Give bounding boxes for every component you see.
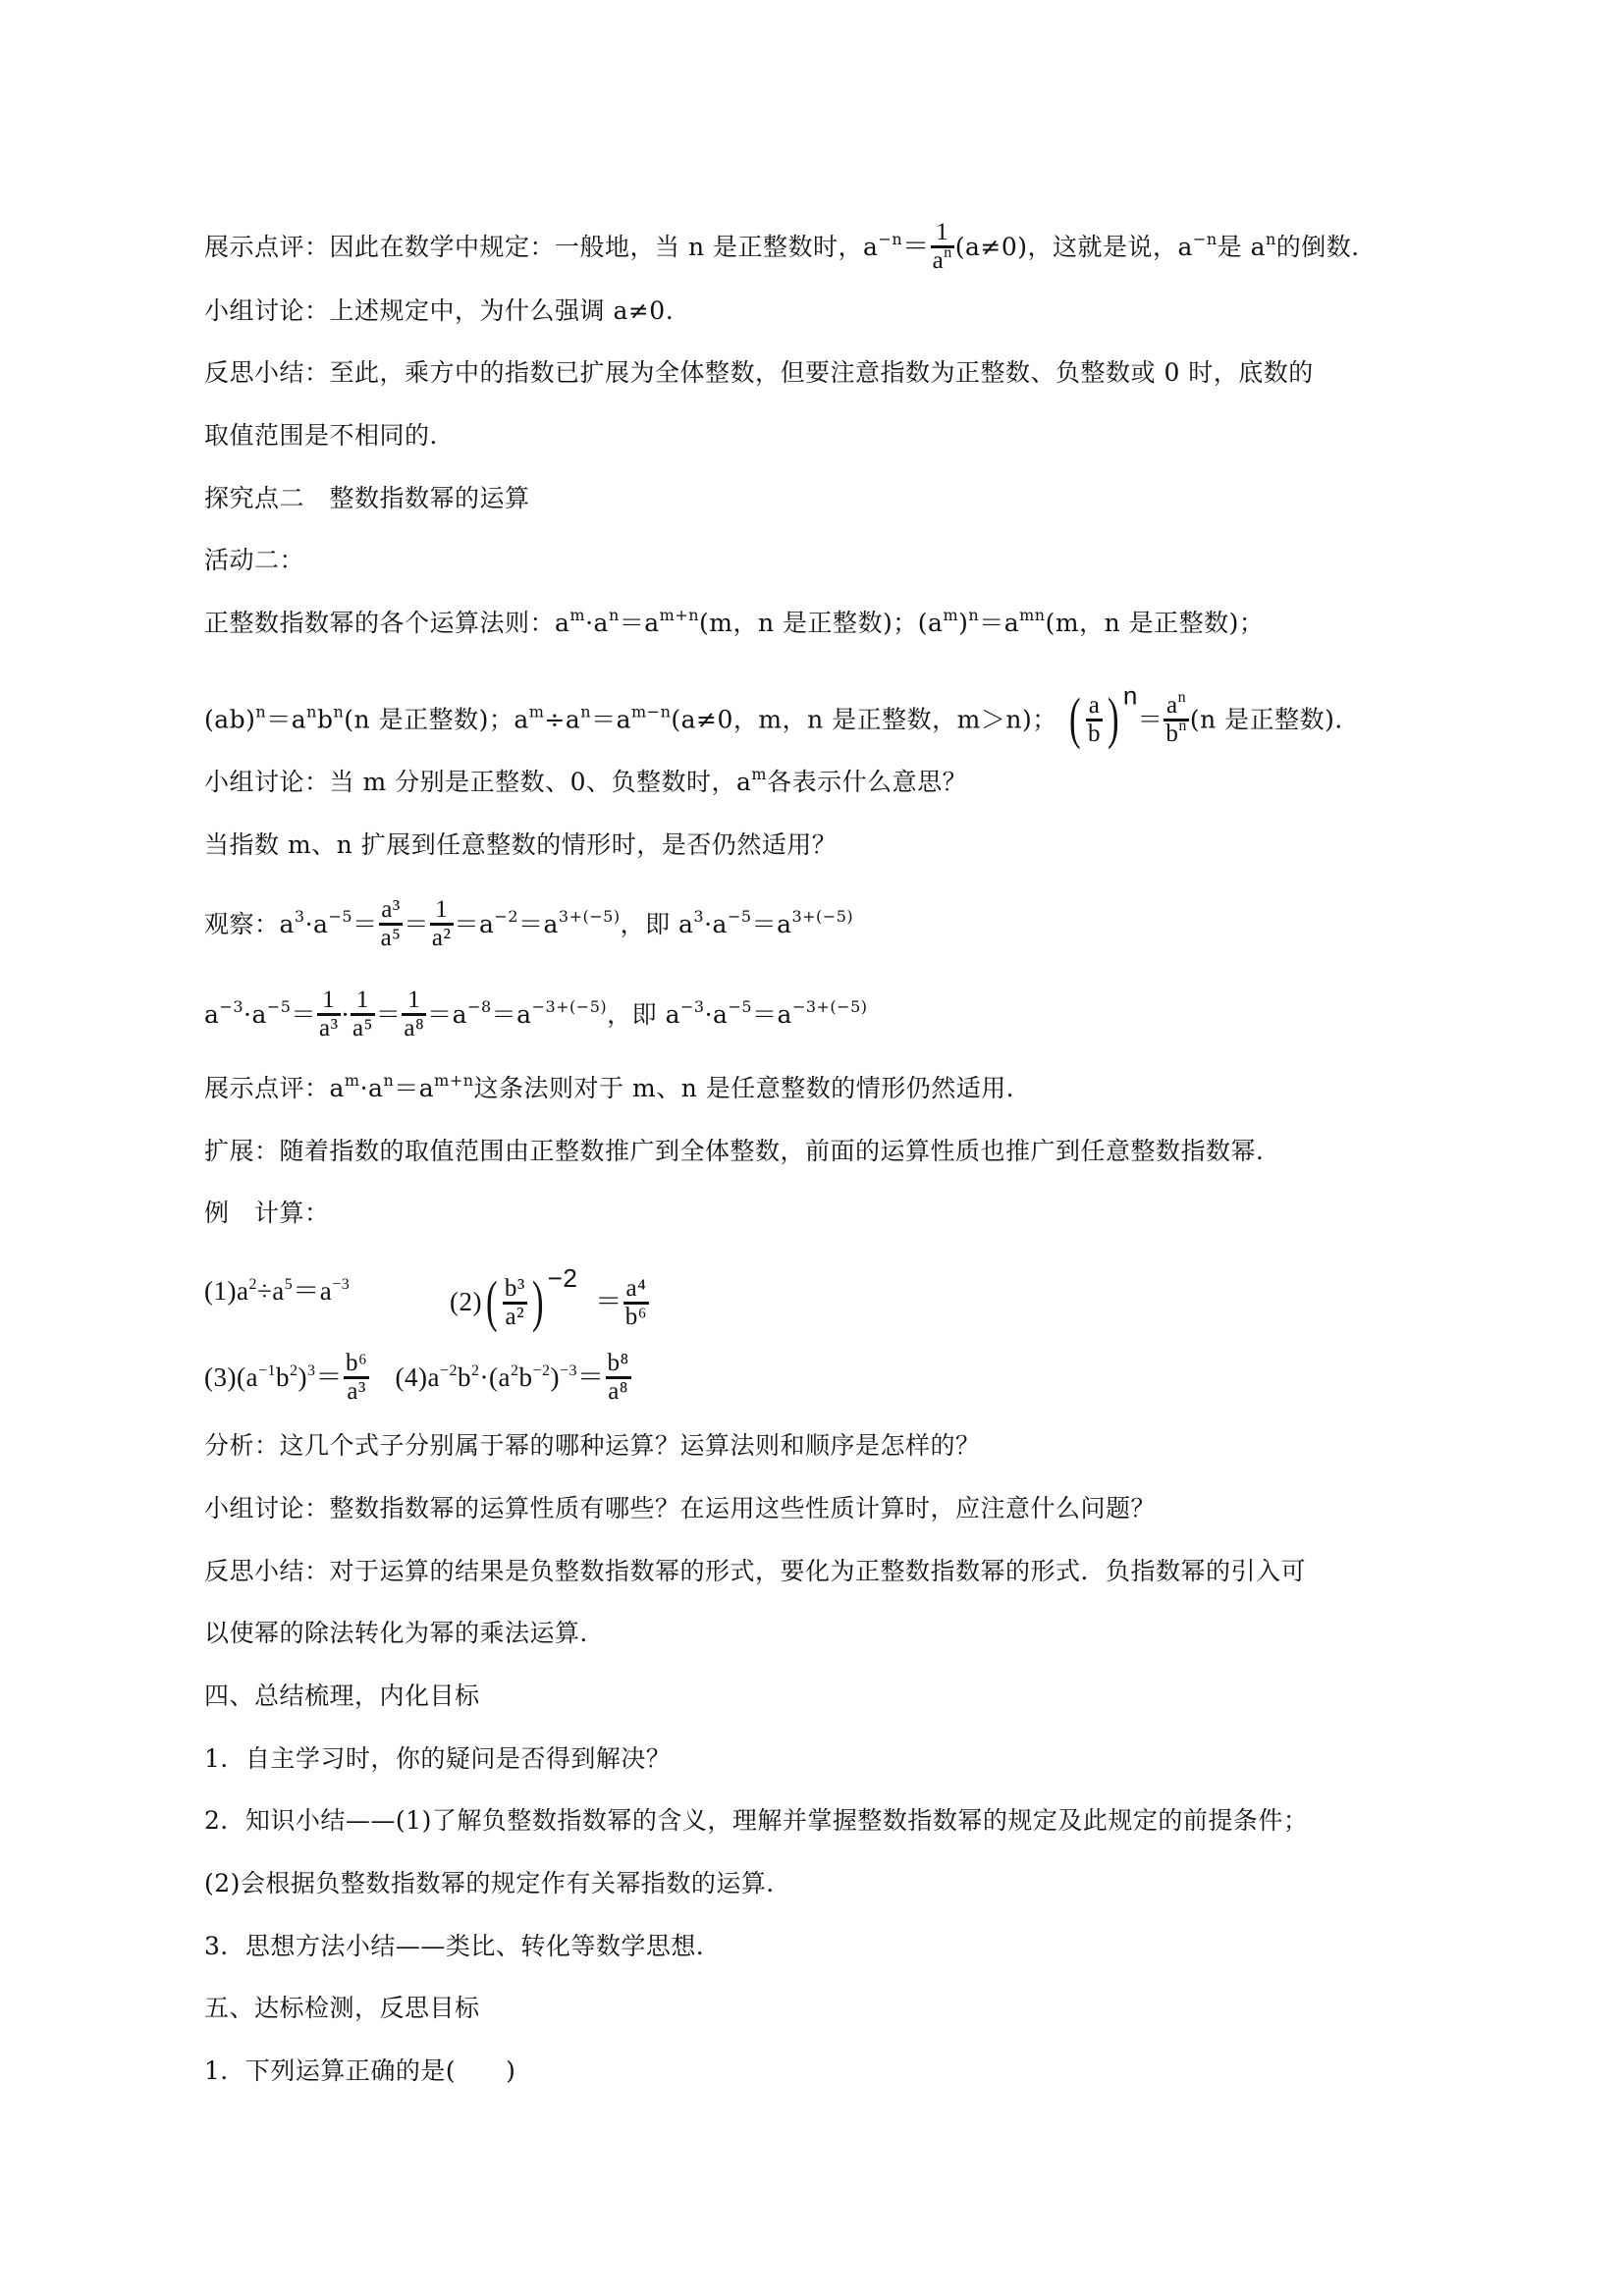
text: ·(a	[479, 1362, 511, 1392]
text: ·a	[244, 1000, 267, 1029]
fraction	[351, 988, 375, 1041]
exponent: m	[943, 606, 959, 624]
question-extension: 当指数 m、n 扩展到任意整数的情形时，是否仍然适用？	[204, 830, 838, 859]
display-comment-2	[204, 1071, 1032, 1103]
exponent: −2	[547, 1263, 578, 1294]
equals: ＝	[375, 1000, 402, 1029]
text: 小组讨论：当 m 分别是正整数、0、负整数时，a	[204, 768, 752, 796]
text: b	[276, 1362, 290, 1392]
text: 展示点评：a	[204, 1074, 345, 1102]
analysis-question: 分析：这几个式子分别属于幂的哪种运算？运算法则和顺序是怎样的？	[204, 1431, 981, 1460]
exponent: n	[306, 702, 317, 721]
fraction	[379, 897, 404, 951]
text: 正整数指数幂的各个运算法则：a	[204, 609, 570, 637]
exponent: 2	[510, 1362, 519, 1379]
exponent: −5	[727, 907, 752, 926]
exponent: m	[344, 1071, 360, 1090]
summary-item-2-cont: (2)会根据负整数指数幂的规定作有关幂指数的运算．	[204, 1869, 791, 1897]
text: (3)(a	[204, 1362, 258, 1392]
exponent: m+n	[434, 1071, 474, 1090]
base: a	[279, 910, 295, 938]
reflection-summary-2: 反思小结：对于运算的结果是负整数指数幂的形式，要化为正整数指数幂的形式．负指数幂的引入可	[204, 1557, 1307, 1585]
exponent: −5	[328, 907, 353, 926]
observation-line-2	[204, 989, 868, 1043]
text: 这条法则对于 m、n 是任意整数的情形仍然适用．	[473, 1074, 1032, 1102]
definition-comment	[204, 219, 1377, 276]
group-discussion-3: 小组讨论：整数指数幂的运算性质有哪些？在运用这些性质计算时，应注意什么问题？	[204, 1494, 1157, 1522]
base: b	[1165, 720, 1179, 747]
text: (m，n 是正整数)；	[1045, 609, 1265, 637]
exponent: −n	[1192, 230, 1218, 248]
numerator: 1	[931, 220, 954, 248]
exponent: −3	[679, 997, 705, 1016]
fraction	[1164, 688, 1189, 747]
exponent: −2	[439, 1362, 458, 1379]
exponent: −2	[494, 907, 518, 926]
exponent: 3+(−5)	[558, 907, 621, 926]
exponent: n	[383, 1071, 395, 1090]
fraction	[503, 1276, 527, 1330]
numerator: 1	[351, 988, 375, 1016]
text: ·a	[704, 910, 728, 938]
numerator: a	[1086, 693, 1103, 721]
exponent: 2	[290, 1362, 298, 1379]
exponent: −3+(−5)	[531, 997, 608, 1016]
text: ＝a	[427, 1000, 468, 1029]
section-heading-assessment: 五、达标检测，反思目标	[204, 1994, 480, 2022]
denominator: a⁵	[380, 925, 402, 951]
exponent: n	[1265, 230, 1276, 248]
equals: ＝	[404, 910, 429, 938]
numerator: a³	[379, 897, 404, 926]
equals: ＝	[315, 1362, 343, 1392]
den-exponent: n	[944, 244, 952, 261]
denominator: b⁶	[624, 1303, 648, 1330]
text: ，即 a	[620, 910, 694, 938]
text: ，即 a	[607, 1000, 680, 1029]
text: ＝a	[619, 609, 660, 637]
text: (ab)	[204, 705, 256, 734]
exponent: 3+(−5)	[791, 907, 854, 926]
exponent: −3	[559, 1362, 577, 1379]
equals: ＝	[595, 1287, 623, 1317]
left-paren: (	[1069, 686, 1082, 750]
example-row-1	[204, 1263, 648, 1333]
equals: ＝	[1137, 705, 1164, 734]
denominator: a³	[347, 1378, 366, 1405]
exponent: m	[751, 765, 768, 783]
denominator: a⁸	[608, 1378, 629, 1405]
text: (2)	[450, 1287, 482, 1317]
text: (4)a	[395, 1362, 440, 1392]
base: a	[204, 1000, 220, 1029]
exponent: n	[333, 702, 345, 721]
exponent: −1	[257, 1362, 276, 1379]
numerator: b⁸	[606, 1351, 631, 1379]
section-heading-summary: 四、总结梳理，内化目标	[204, 1682, 480, 1710]
exponent: −5	[266, 997, 292, 1016]
numerator: 1	[430, 897, 454, 926]
exponent: m−n	[631, 702, 672, 721]
numerator: b³	[503, 1276, 527, 1305]
fraction	[317, 988, 341, 1041]
summary-item-3: 3．思想方法小结——类比、转化等数学思想．	[204, 1932, 722, 1960]
text: 是 a	[1217, 233, 1266, 261]
exponent: −3+(−5)	[791, 997, 868, 1016]
exponent: −8	[467, 997, 492, 1016]
exponent: 2	[470, 1362, 480, 1379]
exponent: 3	[294, 907, 305, 926]
numerator: b⁶	[344, 1351, 369, 1379]
denominator: a²	[505, 1303, 525, 1330]
text: b	[457, 1362, 471, 1392]
equals: ＝	[577, 1362, 605, 1392]
text: ＝a	[266, 705, 307, 734]
text: (m，n 是正整数)；(a	[699, 609, 944, 637]
exponent: n	[1178, 717, 1187, 734]
exponent: −5	[728, 997, 753, 1016]
equals: ＝	[902, 232, 930, 261]
exponent: mn	[1019, 606, 1046, 624]
exponent: 5	[284, 1276, 294, 1293]
exponent: −3	[219, 997, 244, 1016]
activity-2-label: 活动二：	[204, 546, 305, 574]
text: ＝a	[979, 609, 1020, 637]
example-heading: 例 计算：	[204, 1199, 330, 1227]
exponent: m	[569, 606, 586, 624]
text: ·	[341, 1000, 351, 1029]
extension-note: 扩展：随着指数的取值范围由正整数推广到全体整数，前面的运算性质也推广到任意整数指数幂．	[204, 1137, 1281, 1165]
exponent-rules-line-2	[204, 680, 1360, 750]
text: ＝a	[591, 705, 631, 734]
text: (n 是正整数)．	[1189, 705, 1360, 734]
text: ＝a	[751, 910, 792, 938]
fraction	[606, 1351, 631, 1405]
observation-line-1	[204, 896, 854, 953]
exponent: n	[608, 606, 620, 624]
text: ·a	[359, 1074, 384, 1102]
text: ＝a	[293, 1276, 333, 1306]
denominator: a³	[318, 1015, 339, 1041]
exponent: m+n	[659, 606, 700, 624]
exponent-rules-line-1	[204, 606, 1265, 638]
text: )	[958, 609, 969, 637]
exponent: n	[968, 606, 980, 624]
reflection-summary-1-cont: 取值范围是不相同的．	[204, 421, 456, 450]
numerator: 1	[317, 988, 341, 1016]
fraction	[1086, 693, 1103, 747]
text: )	[298, 1362, 307, 1392]
exponent: n	[1122, 680, 1138, 711]
example-3	[204, 1350, 370, 1405]
group-discussion-2	[204, 765, 968, 797]
text: ·a	[704, 1000, 729, 1029]
example-2	[450, 1263, 650, 1333]
text: b	[518, 1362, 533, 1392]
exponent: 3	[307, 1362, 316, 1379]
text: )	[550, 1362, 560, 1392]
numerator: 1	[402, 988, 426, 1016]
den-base: a	[932, 247, 945, 274]
denominator	[931, 244, 954, 274]
exponent: n	[1177, 688, 1187, 706]
fraction	[344, 1351, 369, 1405]
text: b	[316, 705, 334, 734]
left-paren: (	[485, 1269, 498, 1333]
denominator: b	[1088, 720, 1101, 747]
exponent: m	[528, 702, 545, 721]
text: 观察：	[204, 910, 280, 938]
summary-item-2: 2．知识小结——(1)了解负整数指数幂的含义，理解并掌握整数指数幂的规定及此规定的前提条件；	[204, 1806, 1309, 1835]
text: ÷a	[256, 1276, 285, 1306]
fraction	[623, 1276, 649, 1330]
summary-item-1: 1．自主学习时，你的疑问是否得到解决？	[204, 1744, 672, 1773]
text: ＝a	[491, 1000, 532, 1029]
exponent: n	[255, 702, 267, 721]
denominator: a⁵	[352, 1015, 373, 1041]
exponent: −n	[878, 230, 903, 248]
exponent: −3	[332, 1276, 351, 1293]
exponent: n	[580, 702, 592, 721]
text: (a≠0)，这就是说，a	[954, 233, 1193, 261]
text: ＝a	[394, 1074, 435, 1102]
example-4	[395, 1350, 631, 1405]
base: a	[1166, 691, 1178, 719]
text: (1)a	[204, 1276, 249, 1306]
denominator	[1164, 717, 1189, 747]
text: ＝a	[518, 910, 559, 938]
denominator: a²	[431, 925, 452, 951]
right-paren: )	[1107, 686, 1119, 750]
section-heading-inquiry-2: 探究点二 整数指数幂的运算	[204, 484, 530, 512]
text: ·a	[585, 609, 609, 637]
equals: ＝	[291, 1000, 316, 1029]
text: ＝a	[752, 1000, 792, 1029]
denominator: a⁸	[404, 1015, 425, 1041]
fraction	[430, 897, 454, 951]
example-1	[204, 1276, 350, 1306]
text: 各表示什么意思？	[767, 768, 968, 796]
text: ÷a	[544, 705, 581, 734]
reflection-summary-2-cont: 以使幂的除法转化为幂的乘法运算．	[204, 1619, 606, 1647]
text: (a≠0，m，n 是正整数，m＞n)；	[671, 705, 1057, 734]
text: 展示点评：因此在数学中规定：一般地，当 n 是正整数时，a	[204, 233, 879, 261]
exponent: −2	[532, 1362, 551, 1379]
fraction	[402, 988, 426, 1041]
text: 的倒数．	[1275, 233, 1377, 261]
reflection-summary-1: 反思小结：至此，乘方中的指数已扩展为全体整数，但要注意指数为正整数、负整数或 0 时，底数的	[204, 358, 1314, 387]
group-discussion-1: 小组讨论：上述规定中，为什么强调 a≠0.	[204, 296, 675, 325]
assessment-question-1: 1．下列运算正确的是( )	[204, 2056, 516, 2085]
exponent: 2	[248, 1276, 257, 1293]
example-row-2	[204, 1350, 632, 1407]
text: (n 是正整数)；a	[344, 705, 529, 734]
text: ＝a	[454, 910, 495, 938]
text: ·a	[304, 910, 329, 938]
numerator: a⁴	[623, 1276, 649, 1305]
equals: ＝	[352, 910, 378, 938]
fraction	[931, 220, 954, 274]
exponent: 3	[693, 907, 705, 926]
right-paren: )	[531, 1269, 544, 1333]
